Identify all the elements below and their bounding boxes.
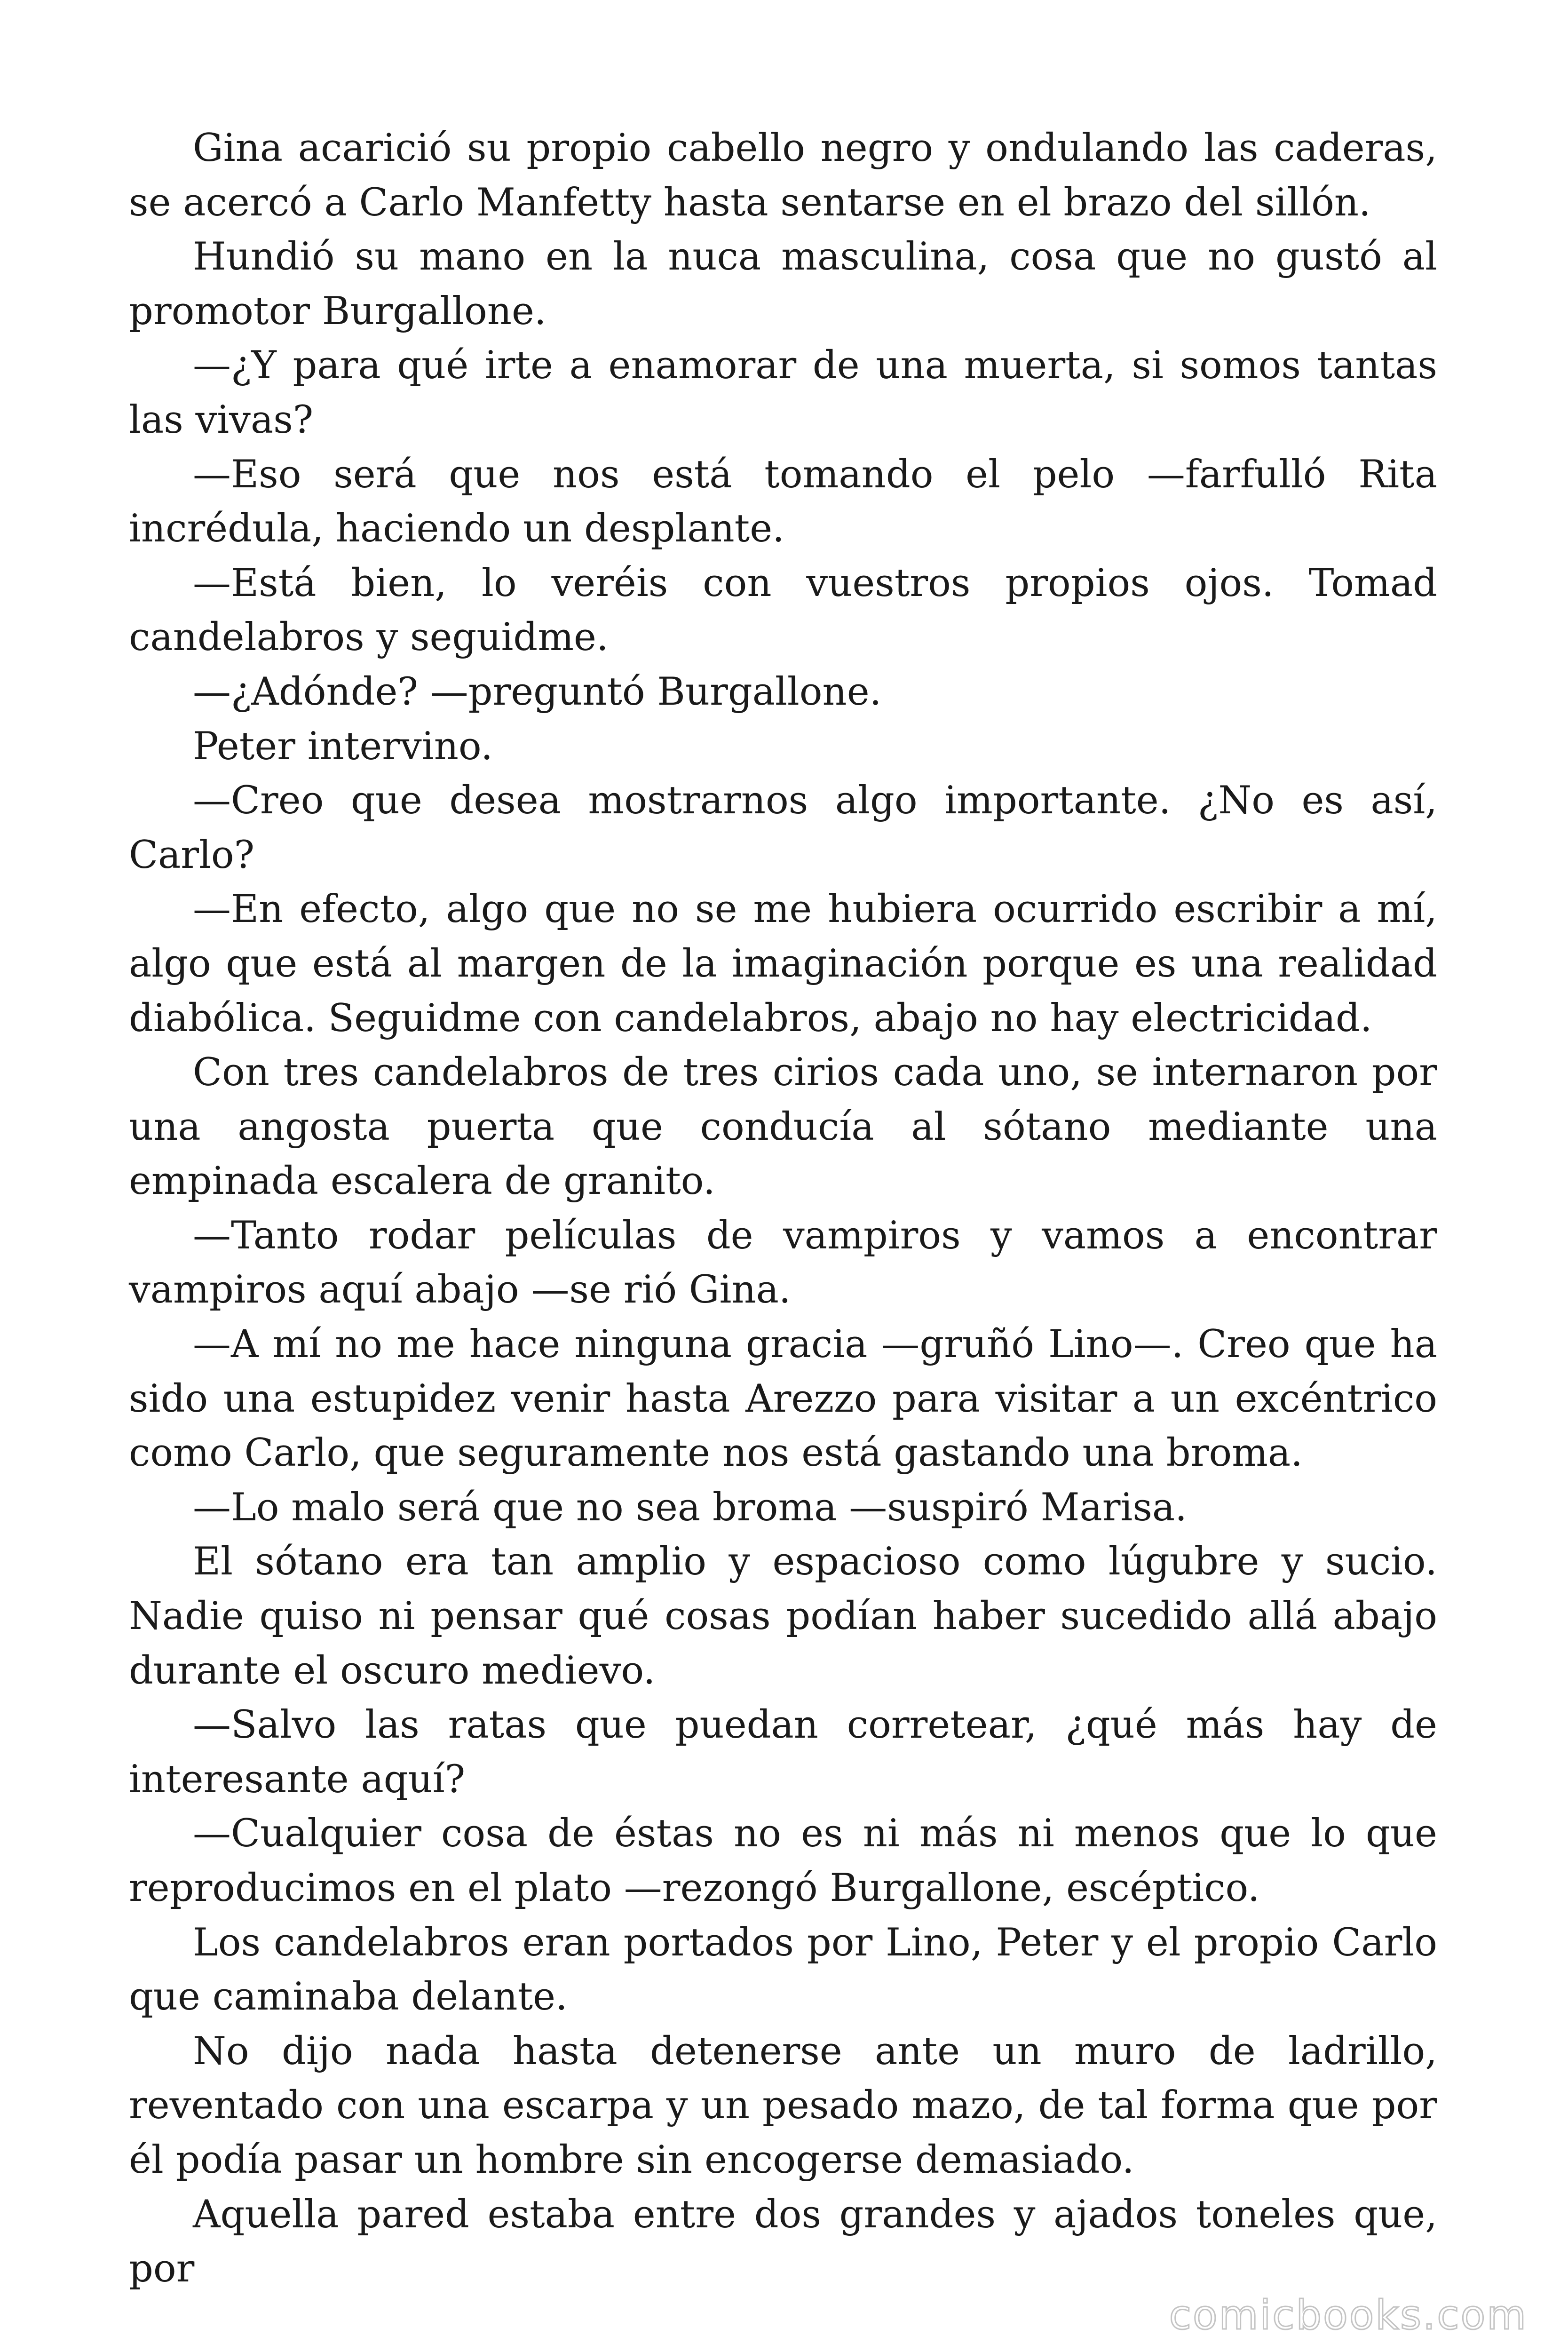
paragraph: —Está bien, lo veréis con vuestros propios ojos. Tomad candelabros y seguidme. [129,561,1437,660]
watermark: comicbooks.com [1169,2292,1528,2339]
paragraph: —¿Y para qué irte a enamorar de una muerta, si somos tantas las vivas? [129,343,1437,442]
paragraph: Gina acarició su propio cabello negro y ondulando las caderas, se acercó a Carlo Manfetty hasta sentarse en el brazo del sillón. [129,126,1437,225]
paragraph: —¿Adónde? —preguntó Burgallone. [193,669,882,714]
paragraph: El sótano era tan amplio y espacioso como lúgubre y sucio. Nadie quiso ni pensar qué cosas podían haber sucedido allá abajo durante el oscuro medievo. [129,1540,1437,1693]
paragraph: —Salvo las ratas que puedan corretear, ¿qué más hay de interesante aquí? [129,1703,1437,1802]
paragraph: Con tres candelabros de tres cirios cada uno, se internaron por una angosta puerta que conducía al sótano mediante una empinada escalera de granito. [129,1050,1437,1204]
paragraph: —Cualquier cosa de éstas no es ni más ni menos que lo que reproducimos en el plato —rezongó Burgallone, escéptico. [129,1812,1437,1910]
paragraph: No dijo nada hasta detenerse ante un muro de ladrillo, reventado con una escarpa y un pesado mazo, de tal forma que por él podía pasar un hombre sin encogerse demasiado. [129,2029,1437,2182]
paragraph: —Lo malo será que no sea broma —suspiró Marisa. [193,1485,1187,1530]
paragraph: —Creo que desea mostrarnos algo importante. ¿No es así, Carlo? [129,779,1437,877]
paragraph: Hundió su mano en la nuca masculina, cosa que no gustó al promotor Burgallone. [129,235,1437,334]
paragraph: —A mí no me hace ninguna gracia —gruñó Lino—. Creo que ha sido una estupidez venir hasta Arezzo para visitar a un excéntrico como Carlo, que seguramente nos está gastando una broma. [129,1322,1437,1476]
paragraph: —En efecto, algo que no se me hubiera ocurrido escribir a mí, algo que está al margen de la imaginación porque es una realidad diabólica. Seguidme con candelabros, abajo no hay electricidad. [129,887,1437,1041]
paragraph: Aquella pared estaba entre dos grandes y ajados toneles que, por [129,2192,1437,2291]
paragraph: —Tanto rodar películas de vampiros y vamos a encontrar vampiros aquí abajo —se rió Gina. [129,1213,1437,1312]
paragraph: —Eso será que nos está tomando el pelo —farfulló Rita incrédula, haciendo un desplante. [129,452,1437,551]
page-text [129,121,1437,2296]
paragraph: Los candelabros eran portados por Lino, Peter y el propio Carlo que caminaba delante. [129,1920,1437,2019]
paragraph: Peter intervino. [193,724,493,769]
